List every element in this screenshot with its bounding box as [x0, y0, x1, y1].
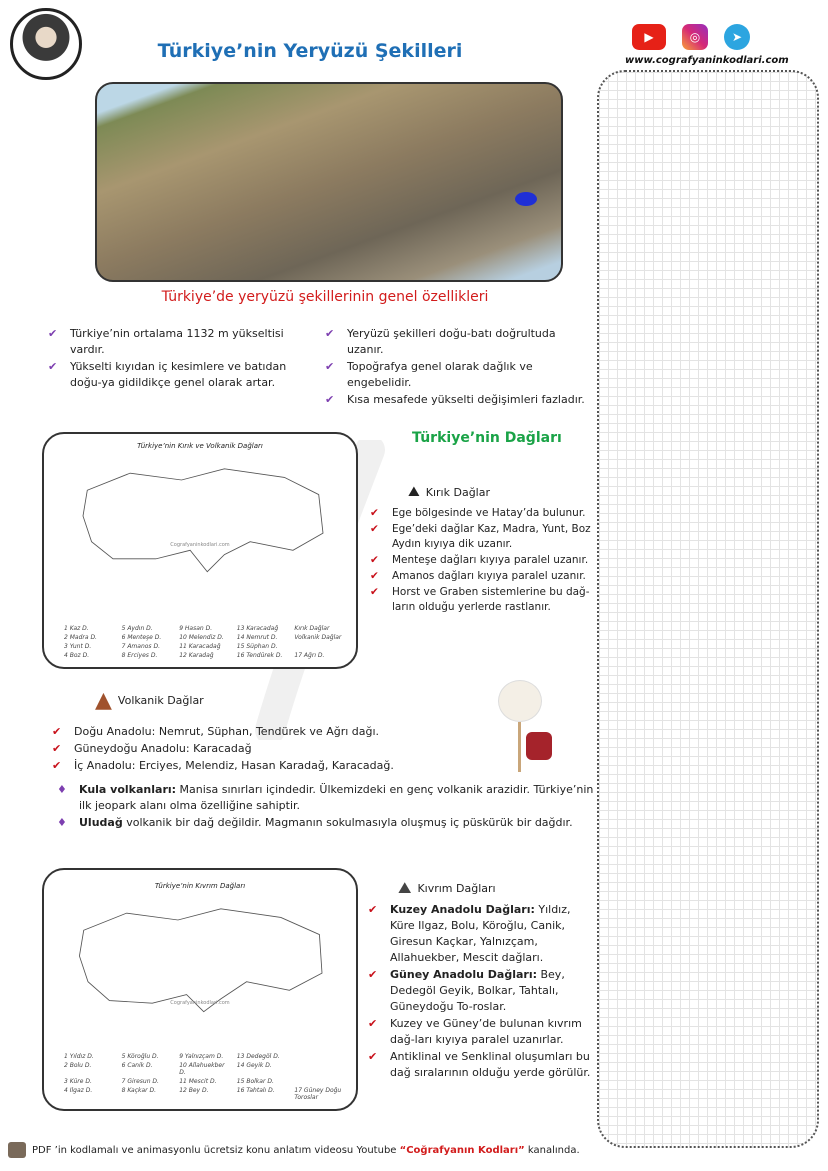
item-text: Doğu Anadolu: Nemrut, Süphan, Tendürek ve Ağrı dağı. [74, 725, 380, 738]
author-avatar-logo [10, 8, 82, 80]
fault-volcanic-map [42, 432, 358, 669]
legend-item: 2 Madra D. [64, 634, 97, 641]
list-item: ✔ Güneydoğu Anadolu: Karacadağ [52, 742, 252, 755]
legend-item: 7 Amanos D. [121, 643, 160, 650]
legend-item: 12 Bey D. [179, 1087, 209, 1094]
map-title: Türkiye’nin Kıvrım Dağları [154, 882, 246, 890]
map-legend [64, 1053, 348, 1101]
item-text: Menteşe dağları kıyıya paralel uzanır. [392, 554, 589, 566]
list-item: ✔ Kuzey ve Güney’de bulunan kıvrım dağ-ları kıyıya paralel uzanırlar. [368, 1017, 582, 1046]
legend-item: 8 Erciyes D. [121, 652, 158, 659]
legend-item: 17 Güney Doğu Toroslar [294, 1087, 342, 1101]
mountains-title: Türkiye’nin Dağları [412, 430, 562, 446]
notes-list [57, 782, 595, 832]
fault-heading [408, 484, 490, 500]
general-list-left [48, 326, 318, 392]
tv-icon [8, 1142, 26, 1158]
youtube-icon[interactable]: ▶ [632, 24, 666, 50]
notes-grid-panel [597, 70, 819, 1148]
website-url[interactable]: www.cografyaninkodlari.com [625, 55, 789, 66]
item-text: Bey, Dedegöl Geyik, Bolkar, Tahtalı, Güneydoğu To-roslar. [390, 968, 565, 1013]
general-list-right [325, 326, 595, 409]
item-text: Kısa mesafede yükselti değişimleri fazladır. [347, 393, 585, 406]
legend-item: 17 Ağrı D. [294, 652, 325, 659]
general-features-title: Türkiye’de yeryüzü şekillerinin genel özellikleri [161, 289, 489, 305]
list-item: ✔ Doğu Anadolu: Nemrut, Süphan, Tendürek ve Ağrı dağı. [52, 725, 380, 738]
legend-item: 11 Mescit D. [179, 1078, 217, 1085]
item-text: Ege’deki dağlar Kaz, Madra, Yunt, Boz Aydın kıyıya dik uzanır. [392, 523, 591, 550]
list-item: ✔ Amanos dağları kıyıya paralel uzanır. [370, 570, 586, 582]
mountain-icon: ⛰ [398, 878, 412, 897]
list-item: ♦ Uludağ volkanik bir dağ değildir. Magmanın sokulmasıyla oluşmuş iç püskürük bir dağdır. [57, 816, 573, 829]
legend-item: 9 Yalnızçam D. [179, 1053, 224, 1060]
item-text: Amanos dağları kıyıya paralel uzanır. [392, 570, 586, 582]
legend-item: 1 Yıldız D. [64, 1053, 94, 1060]
item-text: Kuzey ve Güney’de bulunan kıvrım dağ-ları kıyıya paralel uzanırlar. [390, 1017, 582, 1046]
item-bold: Kuzey Anadolu Dağları: [390, 903, 535, 916]
heading-text: Kıvrım Dağları [417, 881, 496, 895]
legend-item: 15 Süphan D. [236, 643, 278, 650]
fault-list [370, 506, 595, 616]
list-item: ✔ Horst ve Graben sistemlerine bu dağ-ların olduğu yerlerde rastlanır. [370, 586, 590, 613]
item-text: Manisa sınırları içindedir. Ülkemizdeki en genç volkanik arazidir. Türkiye’nin ilk jeopark alanı olma özelliğine sahiptir. [79, 783, 594, 812]
list-item: ✔ Menteşe dağları kıyıya paralel uzanır. [370, 554, 589, 566]
legend-item: 7 Giresun D. [121, 1078, 159, 1085]
telegram-icon[interactable]: ➤ [724, 24, 750, 50]
legend-item: 8 Kaçkar D. [121, 1087, 157, 1094]
relief-map-image [95, 82, 563, 282]
list-item: ✔ Topoğrafya genel olarak dağlık ve engebelidir. [325, 360, 533, 389]
item-text: İç Anadolu: Erciyes, Melendiz, Hasan Karadağ, Karacadağ. [74, 759, 394, 772]
legend-item: Volkanik Dağlar [294, 634, 342, 641]
legend-item: 16 Tendürek D. [236, 652, 283, 659]
legend-item: 3 Küre D. [64, 1078, 92, 1085]
list-item: ✔ Ege’deki dağlar Kaz, Madra, Yunt, Boz Aydın kıyıya dik uzanır. [370, 523, 591, 550]
fold-heading [398, 878, 496, 898]
legend-item: 10 Allahuekber D. [179, 1062, 225, 1076]
youtube-channel-link[interactable]: “Coğrafyanın Kodları” [399, 1144, 525, 1156]
turkey-outline [54, 896, 350, 1016]
legend-item: 6 Canik D. [121, 1062, 153, 1069]
list-item: ♦ Kula volkanları: Manisa sınırları içindedir. Ülkemizdeki en genç volkanik arazidir. Türkiye’nin ilk jeopark alanı olma özelliğine sahiptir. [57, 783, 594, 812]
character-illustration [490, 680, 570, 776]
footer-text: PDF ’in kodlamalı ve animasyonlu ücretsiz konu anlatım videosu Youtube [32, 1144, 400, 1156]
item-text: Güneydoğu Anadolu: Karacadağ [74, 742, 252, 755]
heading-text: Volkanik Dağlar [117, 694, 204, 707]
item-bold: Uludağ [79, 816, 123, 829]
turkey-outline [58, 456, 348, 576]
legend-item: 12 Karadağ [179, 652, 214, 659]
legend-item: 14 Nemrut D. [236, 634, 278, 641]
legend-item: 2 Bolu D. [64, 1062, 92, 1069]
volcanic-heading [95, 688, 204, 713]
legend-item: 5 Aydın D. [121, 625, 153, 632]
volcanic-list [52, 724, 472, 775]
instagram-icon[interactable]: ◎ [682, 24, 708, 50]
legend-item: 5 Köroğlu D. [121, 1053, 159, 1060]
footer [8, 1142, 580, 1158]
item-text: Ege bölgesinde ve Hatay’da bulunur. [392, 507, 586, 519]
mountain-icon: ⛰ [408, 484, 420, 500]
legend-item: 4 Boz D. [64, 652, 90, 659]
item-text: Yeryüzü şekilleri doğu-batı doğrultuda uzanır. [347, 327, 556, 356]
list-item: ✔ Yeryüzü şekilleri doğu-batı doğrultuda uzanır. [325, 327, 556, 356]
item-text: Horst ve Graben sistemlerine bu dağ-ların olduğu yerlerde rastlanır. [392, 586, 590, 613]
list-item: ✔ Yükselti kıyıdan iç kesimlere ve batıdan doğu-ya gidildikçe genel olarak artar. [48, 360, 287, 389]
list-item: ✔ Kısa mesafede yükselti değişimleri fazladır. [325, 393, 585, 406]
legend-item: 9 Hasan D. [179, 625, 213, 632]
social-links [632, 24, 750, 50]
list-item: ✔ Ege bölgesinde ve Hatay’da bulunur. [370, 507, 586, 519]
item-text: Yükselti kıyıdan iç kesimlere ve batıdan doğu-ya gidildikçe genel olarak artar. [70, 360, 287, 389]
map-credit: Cografyaninkodlari.com [170, 1000, 230, 1006]
list-item: ✔ İç Anadolu: Erciyes, Melendiz, Hasan Karadağ, Karacadağ. [52, 759, 394, 772]
fold-list [368, 902, 595, 1082]
item-bold: Kula volkanları: [79, 783, 177, 796]
list-item: ✔ Türkiye’nin ortalama 1132 m yükseltisi vardır. [48, 327, 284, 356]
item-text: Topoğrafya genel olarak dağlık ve engebelidir. [347, 360, 533, 389]
fold-map [42, 868, 358, 1111]
map-credit: Cografyaninkodlari.com [170, 542, 230, 548]
map-title: Türkiye’nin Kırık ve Volkanik Dağları [137, 442, 263, 450]
legend-item: 15 Bolkar D. [236, 1078, 274, 1085]
footer-text: kanalında. [524, 1144, 580, 1156]
legend-item: 13 Karacadağ [236, 625, 279, 632]
heading-text: Kırık Dağlar [425, 485, 490, 499]
volcano-icon: ▲ [95, 688, 112, 713]
list-item: ✔ Antiklinal ve Senklinal oluşumları bu dağ sıralarının olduğu yerde görülür. [368, 1050, 591, 1079]
item-text: Türkiye’nin ortalama 1132 m yükseltisi vardır. [70, 327, 284, 356]
legend-item: 10 Melendiz D. [179, 634, 224, 641]
item-text: Antiklinal ve Senklinal oluşumları bu dağ sıralarının olduğu yerde görülür. [390, 1050, 591, 1079]
lake-van [515, 192, 537, 206]
legend-item: 4 Ilgaz D. [64, 1087, 93, 1094]
page-title: Türkiye’nin Yeryüzü Şekilleri [157, 40, 463, 62]
item-text: Yıldız, Küre Ilgaz, Bolu, Köroğlu, Canik, Giresun Kaçkar, Yalnızçam, Allahuekber, Mescit dağları. [390, 903, 571, 964]
legend-item: 13 Dedegöl D. [236, 1053, 280, 1060]
legend-item: 16 Tahtalı D. [236, 1087, 275, 1094]
item-bold: Güney Anadolu Dağları: [390, 968, 537, 981]
legend-item: 6 Menteşe D. [121, 634, 162, 641]
map-legend [64, 625, 348, 659]
legend-item: 3 Yunt D. [64, 643, 92, 650]
item-text: volkanik bir dağ değildir. Magmanın sokulmasıyla oluşmuş iç püskürük bir dağdır. [122, 816, 573, 829]
list-item: ✔ Kuzey Anadolu Dağları: Yıldız, Küre Ilgaz, Bolu, Köroğlu, Canik, Giresun Kaçkar, Yalnızçam, Allahuekber, Mescit dağları. [368, 903, 571, 964]
list-item: ✔ Güney Anadolu Dağları: Bey, Dedegöl Geyik, Bolkar, Tahtalı, Güneydoğu To-roslar. [368, 968, 565, 1013]
legend-item: 11 Karacadağ [179, 643, 221, 650]
legend-item: Kırık Dağlar [294, 625, 330, 632]
legend-item: 14 Geyik D. [236, 1062, 272, 1069]
legend-item: 1 Kaz D. [64, 625, 89, 632]
